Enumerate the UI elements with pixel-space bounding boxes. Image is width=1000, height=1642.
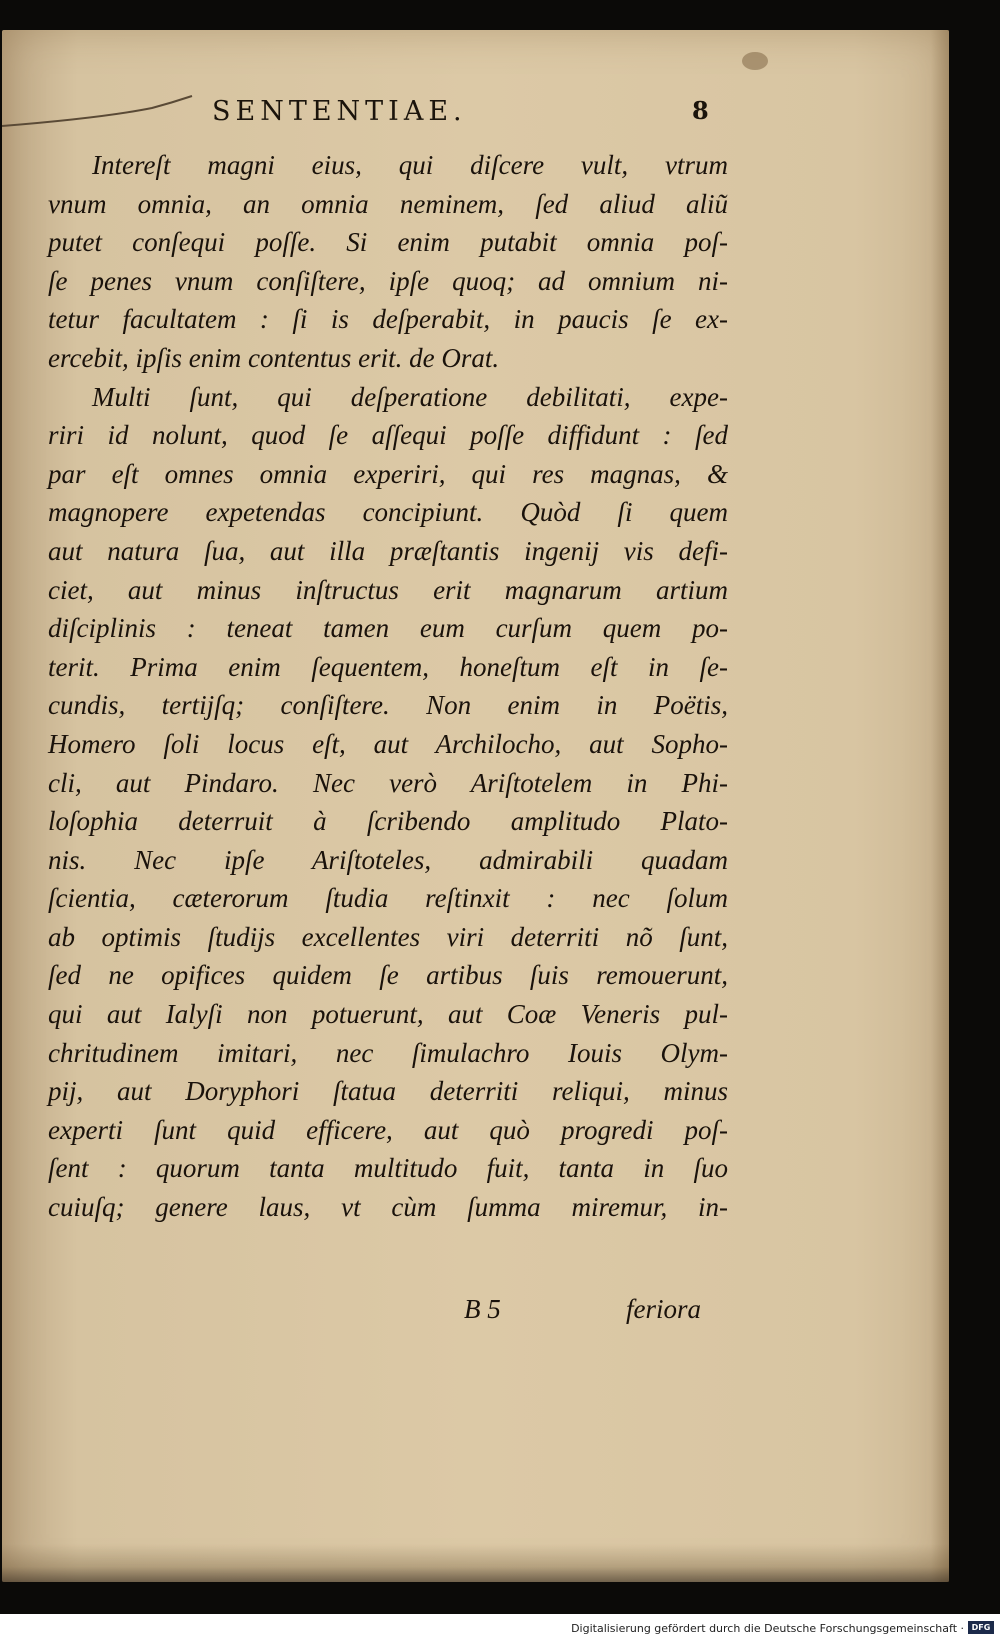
text-line: terit. Prima enim ſequentem, honeſtum eſt in ſe- <box>48 651 728 682</box>
text-line: riri id nolunt, quod ſe aſſequi poſſe diffidunt : ſed <box>48 420 728 451</box>
text-line: diſciplinis : teneat tamen eum curſum quem po- <box>48 613 728 644</box>
page-number: 8 <box>692 96 709 125</box>
text-line: ſed ne opifices quidem ſe artibus ſuis remouerunt, <box>48 960 728 991</box>
text-line: magnopere expetendas concipiunt. Quòd ſi quem <box>48 497 728 528</box>
footer-bar <box>0 1614 1000 1642</box>
text-line: loſophia deterruit à ſcribendo amplitudo Plato- <box>48 806 728 837</box>
text-line: Homero ſoli locus eſt, aut Archilocho, aut Sopho- <box>48 728 728 759</box>
text-line: ſe penes vnum conſiſtere, ipſe quoq; ad omnium ni- <box>48 265 728 296</box>
text-line: vnum omnia, an omnia neminem, ſed aliud aliũ <box>48 188 728 219</box>
text-line: Multi ſunt, qui deſperatione debilitati, expe- <box>92 381 728 412</box>
text-line: ciet, aut minus inſtructus erit magnarum artium <box>48 574 728 605</box>
text-line: qui aut Ialyſi non potuerunt, aut Coæ Veneris pul- <box>48 999 728 1030</box>
running-title: SENTENTIAE. <box>212 96 467 127</box>
text-line: pij, aut Doryphori ſtatua deterriti reliqui, minus <box>48 1076 728 1107</box>
text-line: cli, aut Pindaro. Nec verò Ariſtotelem in Phi- <box>48 767 728 798</box>
paper-stain <box>742 52 768 70</box>
text-line: ſent : quorum tanta multitudo fuit, tanta in ſuo <box>48 1153 728 1184</box>
text-line: ſcientia, cæterorum ſtudia reſtinxit : nec ſolum <box>48 883 728 914</box>
text-line: Intereſt magni eius, qui diſcere vult, vtrum <box>92 150 728 180</box>
text-line: chritudinem imitari, nec ſimulachro Iouis Olym- <box>48 1037 728 1068</box>
text-line: nis. Nec ipſe Ariſtoteles, admirabili quadam <box>48 844 728 875</box>
text-line: tetur facultatem : ſi is deſperabit, in paucis ſe ex- <box>48 304 728 335</box>
text-line: putet conſequi poſſe. Si enim putabit omnia poſ- <box>48 227 728 258</box>
text-line: cuiuſq; genere laus, vt cùm ſumma miremur, in- <box>48 1192 728 1223</box>
book-page <box>2 30 949 1582</box>
text-line: aut natura ſua, aut illa præſtantis ingenij vis defi- <box>48 535 728 566</box>
text-line: ercebit, ipſis enim contentus erit. de Orat. <box>48 342 500 373</box>
body-text <box>48 146 728 1227</box>
signature-line <box>464 1294 734 1334</box>
dfg-logo: DFG <box>968 1621 994 1634</box>
running-head <box>2 96 949 136</box>
text-line: ab optimis ſtudijs excellentes viri deterriti nõ ſunt, <box>48 921 728 952</box>
signature-mark: B 5 <box>464 1294 501 1324</box>
catchword: feriora <box>626 1294 702 1324</box>
page-edge-shadow <box>931 30 949 1582</box>
text-line: experti ſunt quid efficere, aut quò progredi poſ- <box>48 1114 728 1145</box>
funding-credit: Digitalisierung gefördert durch die Deutsche Forschungsgemeinschaft · <box>571 1622 964 1635</box>
text-line: par eſt omnes omnia experiri, qui res magnas, & <box>48 458 728 489</box>
text-line: cundis, tertijſq; conſiſtere. Non enim in Poëtis, <box>48 690 728 721</box>
page-bottom-edge <box>2 1544 949 1582</box>
